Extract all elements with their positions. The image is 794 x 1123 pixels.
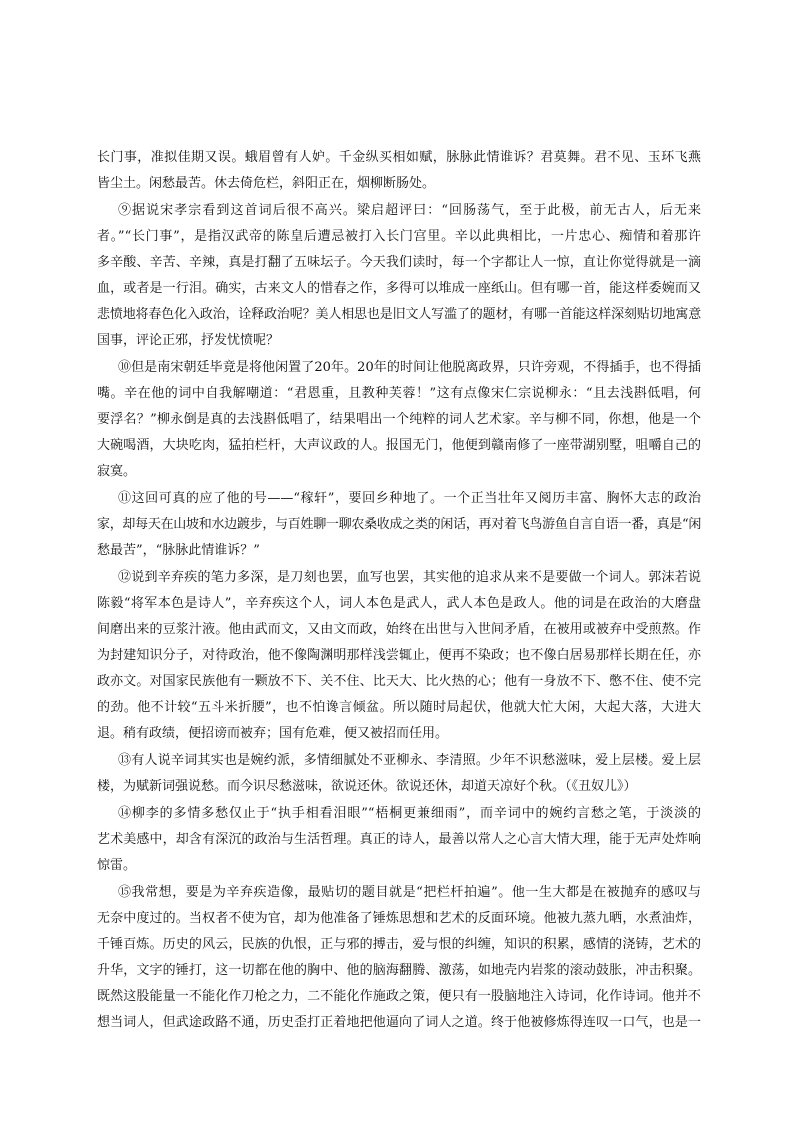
- text-line: 者。”“长门事”，是指汉武帝的陈皇后遭忌被打入长门宫里。辛以此典相比，一片忠心、痴情和着那许: [97, 229, 701, 244]
- text-line: 国事，评论正邪，抒发忧愤呢？: [97, 333, 280, 348]
- text-line: 的劲。他不计较“五斗米折腰”，也不怕谗言倾盆。所以随时局起伏，他就大忙大闲，大起大落，大进大: [97, 700, 701, 715]
- text-line: 政亦文。对国家民族他有一颗放不下、关不住、比天大、比火热的心；他有一身放不下、憋不住、使不完: [97, 674, 701, 689]
- text-line: 退。稍有政绩，便招谤而被弃；国有危难，便又被招而任用。: [97, 726, 449, 741]
- text-line: ⑮我常想，要是为辛弃疾造像，最贴切的题目就是“把栏杆拍遍”。他一生大都是在被抛弃的感叹与: [118, 885, 701, 900]
- text-line: 嘴。辛在他的词中自我解嘲道：“君恩重，且教种芙蓉！”这有点像宋仁宗说柳永：“且去浅斟低唱，何: [97, 386, 701, 401]
- paragraph-14: [97, 801, 701, 879]
- text-line: 大碗喝酒，大块吃肉，猛拍栏杆，大声议政的人。报国无门，他便到赣南修了一座带湖别墅，咀嚼自己的: [97, 438, 701, 453]
- text-line: 皆尘土。闲愁最苦。休去倚危栏，斜阳正在，烟柳断肠处。: [97, 176, 436, 191]
- paragraph-15: [97, 880, 701, 1036]
- text-line: ⑩但是南宋朝廷毕竟是将他闲置了20年。20年的时间让他脱离政界，只许旁观，不得插手，也不得插: [118, 360, 701, 375]
- text-line: ⑭柳李的多情多愁仅止于“执手相看泪眼”“梧桐更兼细雨”，而辛词中的婉约言愁之笔，于淡淡的: [118, 806, 701, 821]
- text-line: 楼，为赋新词强说愁。而今识尽愁滋味，欲说还休。欲说还休，却道天凉好个秋。（《丑奴儿》）: [97, 779, 637, 794]
- paragraph-poem-continuation: [97, 145, 701, 197]
- text-line: 血，或者是一行泪。确实，古来文人的惜春之作，多得可以堆成一座纸山。但有哪一首，能这样委婉而又: [97, 281, 701, 296]
- text-line: 想当词人，但武途政路不通，历史歪打正着地把他逼向了词人之道。终于他被修炼得连叹一口气，也是一: [97, 1015, 701, 1030]
- text-line: 愁最苦”，“脉脉此情谁诉？”: [97, 543, 260, 558]
- text-line: 寂寞。: [97, 464, 137, 479]
- text-line: 长门事，准拟佳期又误。蛾眉曾有人妒。千金纵买相如赋，脉脉此情谁诉？君莫舞。君不见、玉环飞燕: [97, 150, 701, 165]
- text-line: 要浮名？”柳永倒是真的去浅斟低唱了，结果唱出一个纯粹的词人艺术家。辛与柳不同，你想，他是一个: [97, 412, 701, 427]
- paragraph-12: [97, 565, 701, 747]
- text-line: 无奈中度过的。当权者不使为官，却为他准备了锤炼思想和艺术的反面环境。他被九蒸九晒，水煮油炸，: [97, 911, 701, 926]
- paragraph-11: [97, 486, 701, 564]
- text-line: 陈毅“将军本色是诗人”，辛弃疾这个人，词人本色是武人，武人本色是政人。他的词是在政治的大磨盘: [97, 596, 701, 611]
- text-line: 为封建知识分子，对待政治，他不像陶渊明那样浅尝辄止，便再不染政；也不像白居易那样长期在任，亦: [97, 648, 701, 663]
- text-line: ⑫说到辛弃疾的笔力多深，是刀刻也罢，血写也罢，其实他的追求从来不是要做一个词人。郭沫若说: [118, 570, 701, 585]
- text-line: 悲愤地将春色化入政治，诠释政治呢？美人相思也是旧文人写滥了的题材，有哪一首能这样深刻贴切地寓意: [97, 307, 701, 322]
- text-line: 既然这股能量一不能化作刀枪之力，二不能化作施政之策，便只有一股脑地注入诗词，化作诗词。他并不: [97, 989, 701, 1004]
- text-line: 艺术美感中，却含有深沉的政治与生活哲理。真正的诗人，最善以常人之心言大情大理，能于无声处炸响: [97, 832, 701, 847]
- text-line: 千锤百炼。历史的风云，民族的仇恨，正与邪的搏击，爱与恨的纠缠，知识的积累，感情的浇铸，艺术的: [97, 937, 701, 952]
- text-line: 升华，文字的锤打，这一切都在他的胸中、他的脑海翻腾、激荡，如地壳内岩浆的滚动鼓胀，冲击积聚。: [97, 963, 701, 978]
- text-line: ⑨据说宋孝宗看到这首词后很不高兴。梁启超评曰：“回肠荡气，至于此极，前无古人，后无来: [118, 203, 701, 218]
- paragraph-9: [97, 198, 701, 354]
- document-body: [97, 145, 701, 1037]
- paragraph-13: [97, 748, 701, 800]
- paragraph-10: [97, 355, 701, 485]
- text-line: 间磨出来的豆浆汁液。他由武而文，又由文而政，始终在出世与入世间矛盾，在被用或被弃中受煎熬。作: [97, 622, 701, 637]
- text-line: ⑪这回可真的应了他的号——“稼轩”，要回乡种地了。一个正当壮年又阅历丰富、胸怀大志的政治: [118, 491, 701, 506]
- text-line: 家，却每天在山坡和水边踱步，与百姓聊一聊农桑收成之类的闲话，再对着飞鸟游鱼自言自语一番，真是“闲: [97, 517, 701, 532]
- text-line: 惊雷。: [97, 858, 137, 873]
- text-line: ⑬有人说辛词其实也是婉约派，多情细腻处不亚柳永、李清照。少年不识愁滋味，爱上层楼。爱上层: [118, 753, 701, 768]
- text-line: 多辛酸、辛苦、辛辣，真是打翻了五味坛子。今天我们读时，每一个字都让人一惊，直让你觉得就是一滴: [97, 255, 701, 270]
